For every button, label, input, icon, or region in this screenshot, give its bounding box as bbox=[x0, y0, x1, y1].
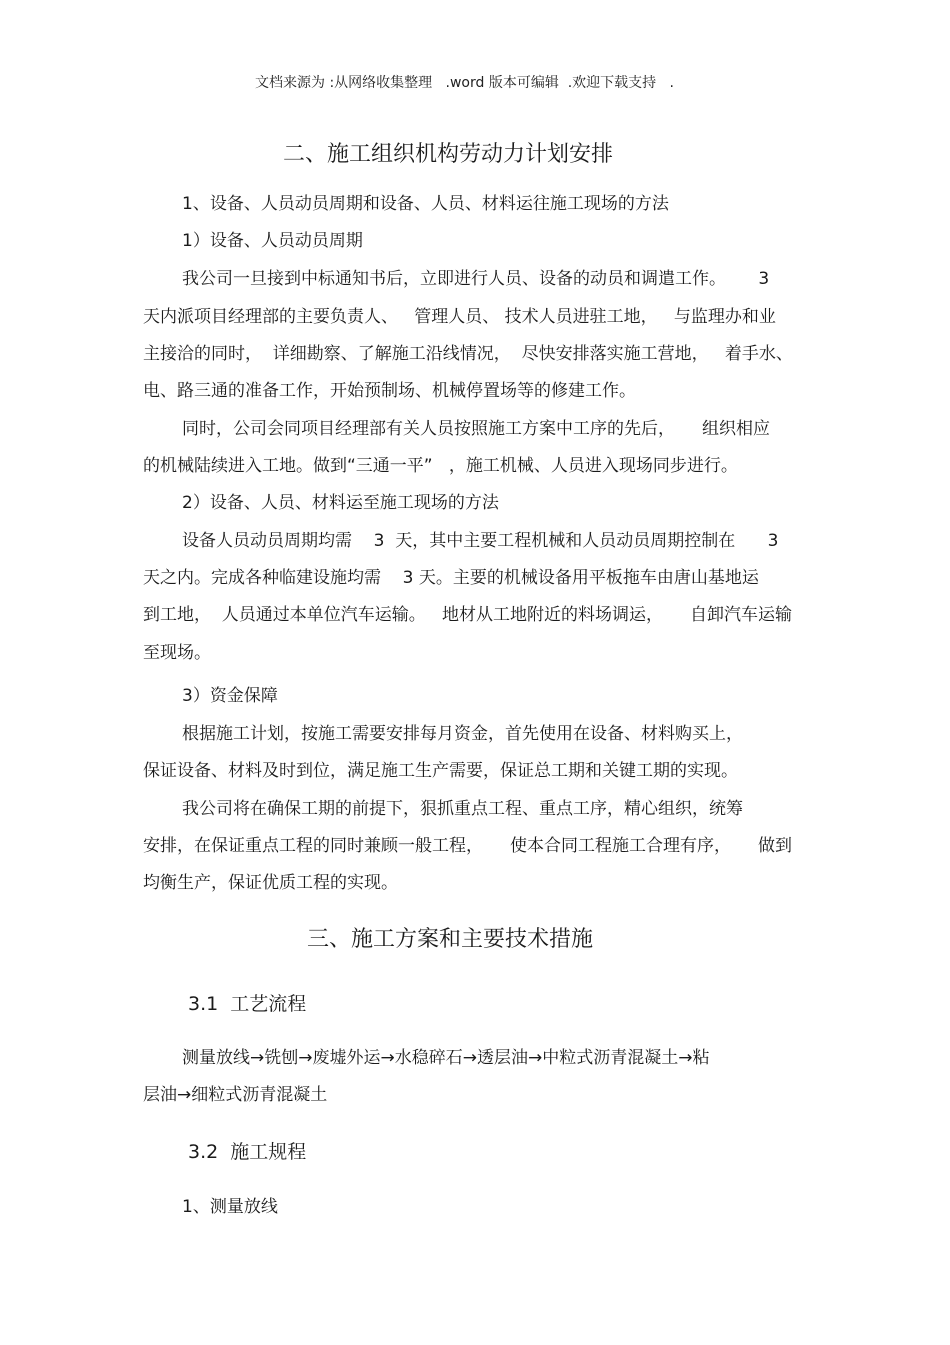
para4-line: 根据施工计划，按施工需要安排每月资金，首先使用在设备、材料购买上， bbox=[182, 724, 743, 744]
sub31-heading: 3.1 工艺流程 bbox=[188, 993, 307, 1015]
item1-heading: 1、设备、人员动员周期和设备、人员、材料运往施工现场的方法 bbox=[182, 194, 669, 214]
sub2-heading: 2）设备、人员、材料运至施工现场的方法 bbox=[182, 493, 499, 513]
para3-line: 天之内。完成各种临建设施均需 3 天。主要的机械设备用平板拖车由唐山基地运 bbox=[143, 568, 759, 588]
para4-line: 保证设备、材料及时到位，满足施工生产需要，保证总工期和关键工期的实现。 bbox=[143, 761, 738, 781]
flow-line: 层油→细粒式沥青混凝土 bbox=[143, 1085, 328, 1105]
para5-line: 均衡生产，保证优质工程的实现。 bbox=[143, 873, 398, 893]
para1-line: 天内派项目经理部的主要负责人、 管理人员、 技术人员进驻工地， 与监理办和业 bbox=[143, 307, 776, 327]
para5-line: 我公司将在确保工期的前提下，狠抓重点工程、重点工序，精心组织，统筹 bbox=[182, 799, 743, 819]
para1-line: 主接洽的同时， 详细勘察、了解施工沿线情况， 尽快安排落实施工营地， 着手水、 bbox=[143, 344, 793, 364]
para1-line: 电、路三通的准备工作，开始预制场、机械停置场等的修建工作。 bbox=[143, 381, 636, 401]
section3-title: 三、施工方案和主要技术措施 bbox=[307, 927, 594, 952]
section2-title: 二、施工组织机构劳动力计划安排 bbox=[283, 142, 614, 167]
para3-line: 到工地， 人员通过本单位汽车运输。 地材从工地附近的料场调运， 自卸汽车运输 bbox=[143, 605, 793, 625]
para2-line: 的机械陆续进入工地。做到“三通一平” ，施工机械、人员进入现场同步进行。 bbox=[143, 456, 738, 476]
section3-item1-heading: 1、测量放线 bbox=[182, 1197, 278, 1217]
para5-line: 安排，在保证重点工程的同时兼顾一般工程， 使本合同工程施工合理有序， 做到 bbox=[143, 836, 793, 856]
para3-line: 至现场。 bbox=[143, 643, 211, 663]
sub32-heading: 3.2 施工规程 bbox=[188, 1141, 307, 1163]
flow-line: 测量放线→铣刨→废墟外运→水稳碎石→透层油→中粒式沥青混凝土→粘 bbox=[182, 1048, 710, 1068]
para3-line: 设备人员动员周期均需 3 天，其中主要工程机械和人员动员周期控制在 3 bbox=[182, 531, 779, 551]
sub3-heading: 3）资金保障 bbox=[182, 686, 278, 706]
para2-line: 同时，公司会同项目经理部有关人员按照施工方案中工序的先后， 组织相应 bbox=[182, 419, 771, 439]
sub1-heading: 1）设备、人员动员周期 bbox=[182, 231, 363, 251]
para1-line: 我公司一旦接到中标通知书后，立即进行人员、设备的动员和调遣工作。 3 bbox=[182, 269, 770, 289]
page-header: 文档来源为 :从网络收集整理 .word 版本可编辑 .欢迎下载支持 . bbox=[255, 75, 674, 91]
